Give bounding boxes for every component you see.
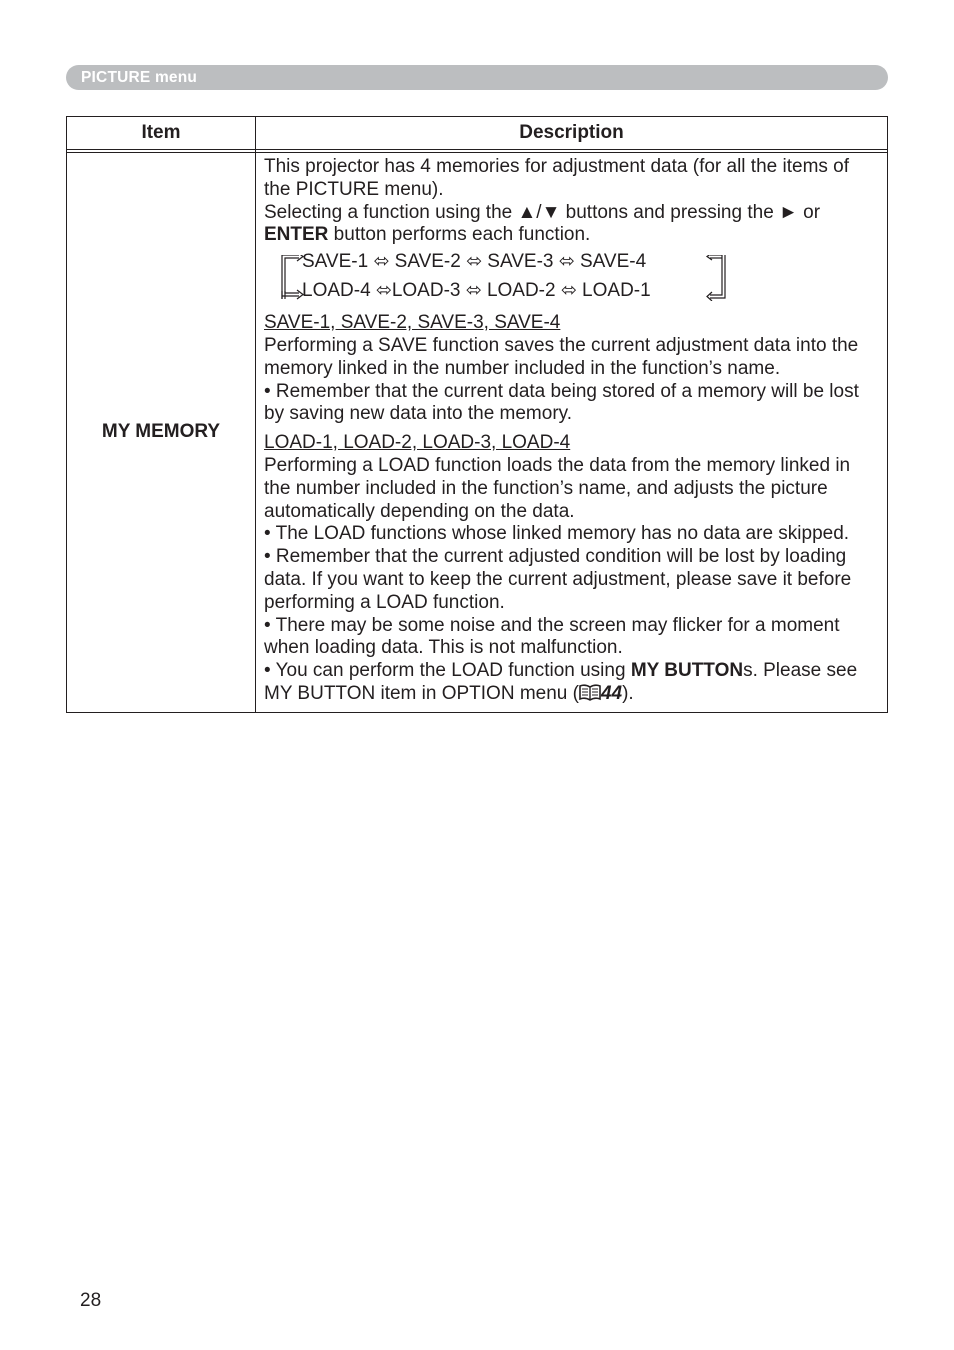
load-note-my-button: • You can perform the LOAD function using MY BUTTONs. Please see MY BUTTON item in OPTION menu ( 44).	[264, 660, 875, 708]
load-functions-heading: LOAD-1, LOAD-2, LOAD-3, LOAD-4	[264, 432, 571, 454]
intro-instructions: Selecting a function using the ▲/▼ buttons and pressing the ► or ENTER button performs each function.	[264, 201, 821, 246]
save-cycle-row: SAVE-1 ⬄ SAVE-2 ⬄ SAVE-3 ⬄ SAVE-4	[302, 251, 647, 273]
section-title: PICTURE menu	[81, 69, 198, 86]
item-name-my-memory: MY MEMORY	[67, 153, 256, 712]
table-row	[67, 153, 887, 712]
cycle-right-arrow-icon	[704, 255, 730, 301]
load-functions-text: Performing a LOAD function loads the data from the memory linked in the number included in the function’s name, and adjusts the picture automatically depending on the data.	[264, 454, 851, 522]
load-note-noise: • There may be some noise and the screen may flicker for a moment when loading data. This is not malfunction.	[264, 614, 840, 659]
load-note-lost-condition: • Remember that the current adjusted condition will be lost by loading data. If you want to keep the current adjustment, please save it before performing a LOAD function.	[264, 546, 852, 613]
save-functions-heading: SAVE-1, SAVE-2, SAVE-3, SAVE-4	[264, 312, 561, 334]
column-header-description: Description	[256, 117, 887, 150]
memory-cycle-diagram	[264, 251, 875, 309]
save-functions-note: • Remember that the current data being stored of a memory will be lost by saving new data into the memory.	[264, 380, 859, 425]
column-header-item: Item	[67, 117, 256, 150]
intro-text: This projector has 4 memories for adjustment data (for all the items of the PICTURE menu).	[264, 156, 850, 200]
item-description	[256, 153, 887, 712]
load-note-skipped: • The LOAD functions whose linked memory has no data are skipped.	[264, 523, 850, 545]
book-reference-icon	[579, 684, 601, 708]
page-reference-link[interactable]: 44	[600, 682, 623, 704]
section-header-bar	[66, 65, 888, 90]
page-number: 28	[80, 1290, 102, 1311]
save-functions-text: Performing a SAVE function saves the current adjustment data into the memory linked in the number included in the function’s name.	[264, 334, 859, 379]
menu-item-table	[66, 116, 888, 713]
load-cycle-row: LOAD-4 ⬄LOAD-3 ⬄ LOAD-2 ⬄ LOAD-1	[302, 280, 651, 302]
